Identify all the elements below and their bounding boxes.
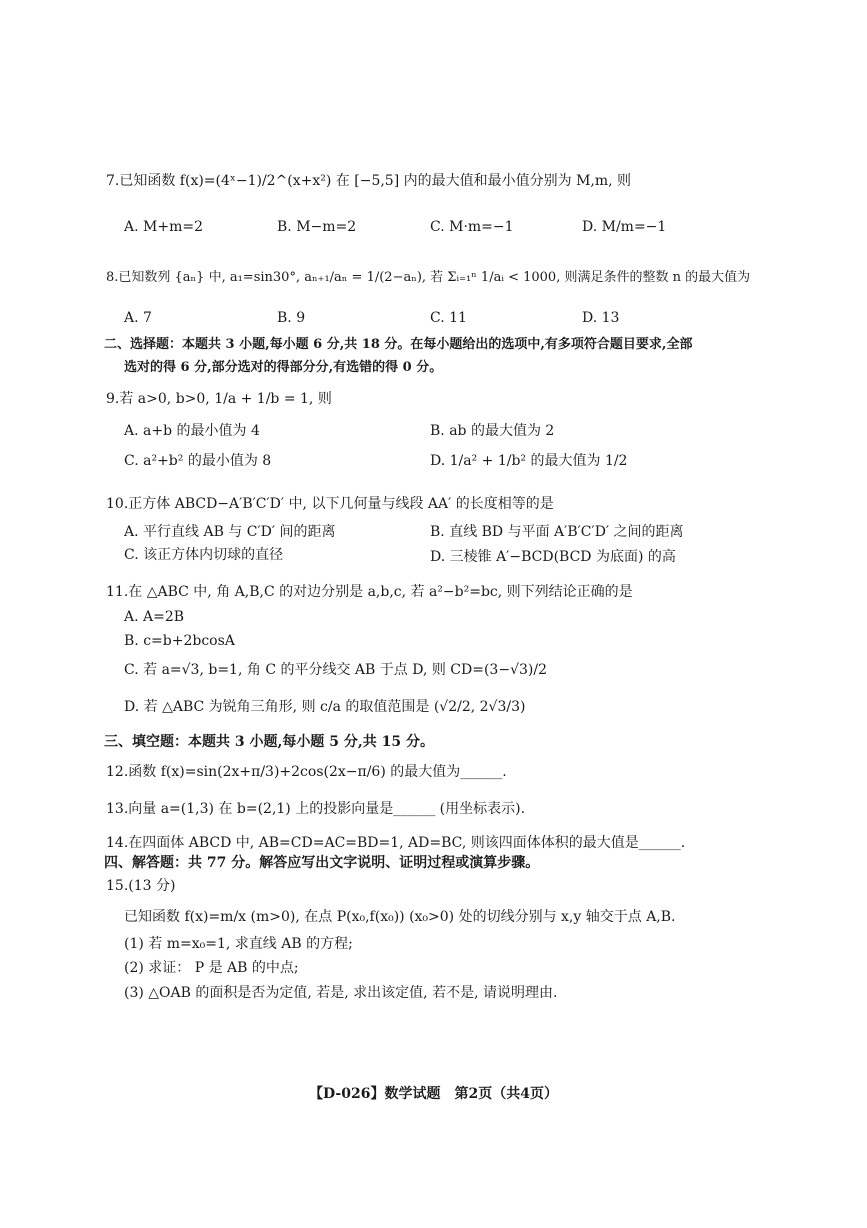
q7-option-b: B. M−m=2 xyxy=(277,219,357,235)
q10-option-c: C. 该正方体内切球的直径 xyxy=(124,547,284,563)
section4-heading: 四、解答题：共 77 分。解答应写出文字说明、证明过程或演算步骤。 xyxy=(104,855,540,871)
q7-stem: 7.已知函数 f(x)=(4ˣ−1)/2^(x+x²) 在 [−5,5] 内的最大值和最小值分别为 M,m, 则 xyxy=(106,173,632,189)
q11-option-d: D. 若 △ABC 为锐角三角形, 则 c/a 的取值范围是 (√2/2, 2√3/3) xyxy=(124,699,526,715)
q9-option-c: C. a²+b² 的最小值为 8 xyxy=(124,453,272,469)
page-footer: 【D-026】数学试题 第2页（共4页） xyxy=(309,1086,558,1102)
q9-option-a: A. a+b 的最小值为 4 xyxy=(124,423,260,439)
q7-option-c: C. M·m=−1 xyxy=(430,219,514,235)
q15-heading: 15.(13 分) xyxy=(106,878,176,894)
section3-heading: 三、填空题：本题共 3 小题,每小题 5 分,共 15 分。 xyxy=(104,734,434,750)
section2-heading-line2: 选对的得 6 分,部分选对的得部分分,有选错的得 0 分。 xyxy=(124,360,443,375)
q9-option-b: B. ab 的最大值为 2 xyxy=(430,423,555,439)
q11-stem: 11.在 △ABC 中, 角 A,B,C 的对边分别是 a,b,c, 若 a²−b²=bc, 则下列结论正确的是 xyxy=(106,584,633,600)
q10-stem: 10.正方体 ABCD−A′B′C′D′ 中, 以下几何量与线段 AA′ 的长度相等的是 xyxy=(106,496,554,512)
q11-option-b: B. c=b+2bcosA xyxy=(124,633,235,649)
q13-text: 13.向量 a=(1,3) 在 b=(2,1) 上的投影向量是______ (用坐标表示). xyxy=(106,801,526,817)
q8-option-d: D. 13 xyxy=(582,310,620,326)
q8-option-a: A. 7 xyxy=(124,310,152,326)
q15-part-1: (1) 若 m=x₀=1, 求直线 AB 的方程; xyxy=(124,936,353,952)
q9-stem: 9.若 a>0, b>0, 1/a + 1/b = 1, 则 xyxy=(106,391,332,407)
q14-text: 14.在四面体 ABCD 中, AB=CD=AC=BD=1, AD=BC, 则该四面体体积的最大值是______. xyxy=(106,835,686,851)
q10-option-a: A. 平行直线 AB 与 C′D′ 间的距离 xyxy=(124,524,336,540)
q11-option-a: A. A=2B xyxy=(124,609,185,625)
q10-option-b: B. 直线 BD 与平面 A′B′C′D′ 之间的距离 xyxy=(430,524,684,540)
q8-stem: 8.已知数列 {aₙ} 中, a₁=sin30°, aₙ₊₁/aₙ = 1/(2−aₙ), 若 Σᵢ₌₁ⁿ 1/aᵢ < 1000, 则满足条件的整数 n 的最大值为 xyxy=(106,270,751,285)
q9-option-d: D. 1/a² + 1/b² 的最大值为 1/2 xyxy=(430,453,628,469)
q7-option-d: D. M/m=−1 xyxy=(582,219,667,235)
q11-option-c: C. 若 a=√3, b=1, 角 C 的平分线交 AB 于点 D, 则 CD=(3−√3)/2 xyxy=(124,662,547,678)
q7-option-a: A. M+m=2 xyxy=(124,219,203,235)
q8-option-b: B. 9 xyxy=(277,310,306,326)
q10-option-d: D. 三棱锥 A′−BCD(BCD 为底面) 的高 xyxy=(430,549,676,565)
q15-part-3: (3) △OAB 的面积是否为定值, 若是, 求出该定值, 若不是, 请说明理由. xyxy=(124,985,558,1001)
q15-part-2: (2) 求证： P 是 AB 的中点; xyxy=(124,960,299,976)
q8-option-c: C. 11 xyxy=(430,310,467,326)
section2-heading-line1: 二、选择题：本题共 3 小题,每小题 6 分,共 18 分。在每小题给出的选项中,有多项符合题目要求,全部 xyxy=(104,337,693,352)
q15-stem: 已知函数 f(x)=m/x (m>0), 在点 P(x₀,f(x₀)) (x₀>0) 处的切线分别与 x,y 轴交于点 A,B. xyxy=(124,909,676,925)
q12-text: 12.函数 f(x)=sin(2x+π/3)+2cos(2x−π/6) 的最大值为______. xyxy=(106,764,507,780)
